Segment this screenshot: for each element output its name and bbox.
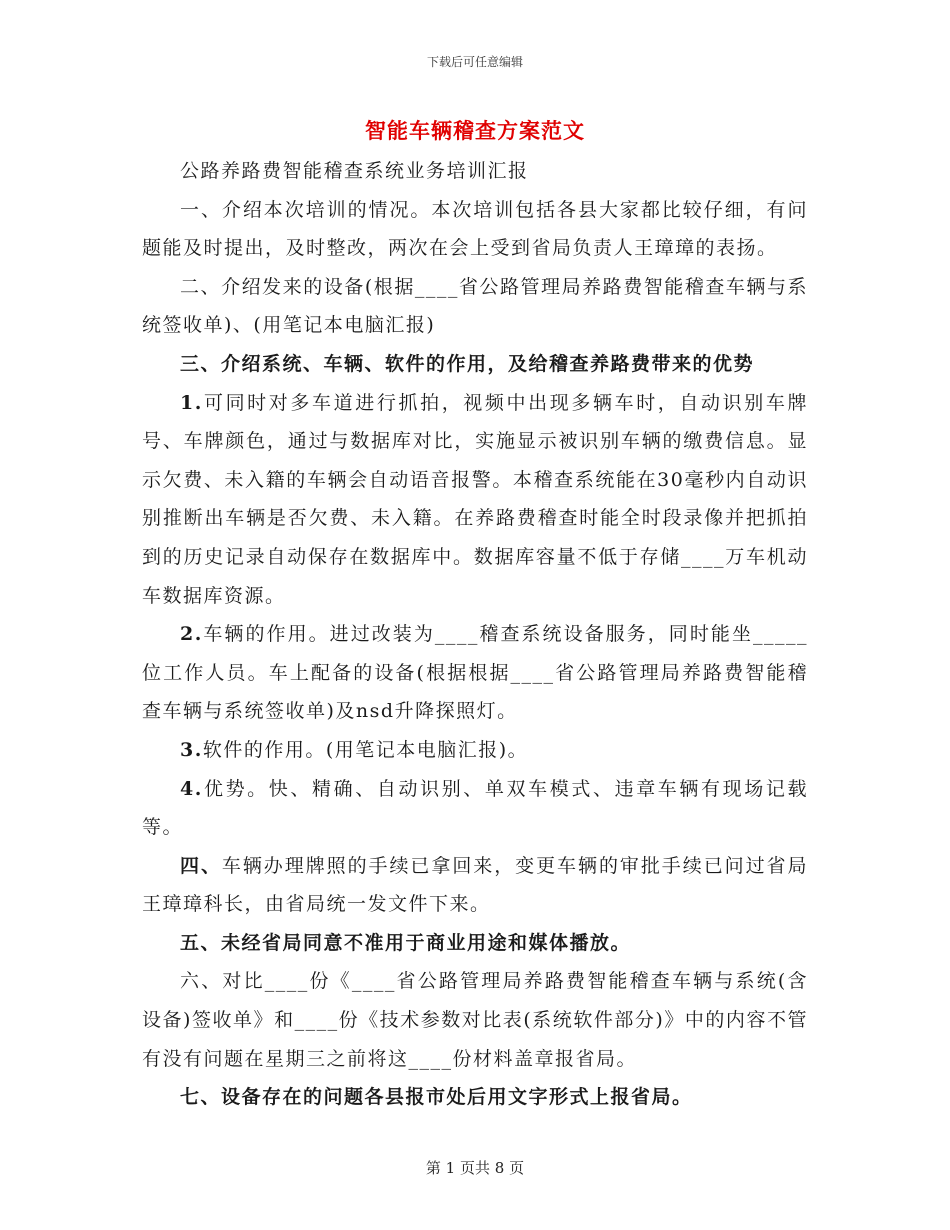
item-number: 3. (180, 738, 203, 761)
page-footer: 第 1 页共 8 页 (425, 1159, 525, 1177)
document-title: 智能车辆稽查方案范文 (365, 118, 585, 143)
paragraph-section-4 (142, 847, 808, 924)
item-text: 可同时对多车道进行抓拍，视频中出现多辆车时，自动识别车牌号、车牌颜色，通过与数据库对比，实施显示被识别车辆的缴费信息。显示欠费、未入籍的车辆会自动语音报警。本稽查系统能在30毫秒内自动识别推断出车辆是否欠费、未入籍。在养路费稽查时能全时段录像并把抓拍到的历史记录自动保存在数据库中。数据库容量不低于存储____万车机动车数据库资源。 (142, 391, 808, 607)
item-text: 软件的作用。(用笔记本电脑汇报)。 (202, 738, 529, 761)
item-number: 2. (180, 623, 203, 646)
paragraph-item-1 (142, 384, 808, 616)
paragraph-subtitle: 公路养路费智能稽查系统业务培训汇报 (180, 160, 529, 182)
section-text: 车辆办理牌照的手续已拿回来，变更车辆的审批手续已问过省局王璋璋科长，由省局统一发文件下来。 (142, 854, 808, 916)
page-header-note: 下载后可任意编辑 (426, 55, 523, 69)
paragraph-section-5: 五、未经省局同意不准用于商业用途和媒体播放。 (180, 931, 632, 954)
paragraph-section-2: 二、介绍发来的设备(根据____省公路管理局养路费智能稽查车辆与系统签收单)、(用笔记本电脑汇报) (142, 275, 808, 337)
paragraph-section-3-heading: 三、介绍系统、车辆、软件的作用，及给稽查养路费带来的优势 (180, 352, 755, 375)
section-number: 四、 (180, 854, 222, 877)
paragraph-section-6: 六、对比____份《____省公路管理局养路费智能稽查车辆与系统(含设备)签收单》和____份《技术参数对比表(系统软件部分)》中的内容不管有没有问题在星期三之前将这____份材料盖章报省局。 (142, 970, 808, 1070)
item-number: 4. (180, 777, 203, 800)
item-text: 优势。快、精确、自动识别、单双车模式、违章车辆有现场记载等。 (142, 777, 808, 839)
paragraph-item-2 (142, 615, 808, 731)
item-number: 1. (180, 391, 203, 414)
document-body (142, 152, 808, 1117)
paragraph-item-4 (142, 770, 808, 847)
paragraph-section-7: 七、设备存在的问题各县报市处后用文字形式上报省局。 (180, 1086, 693, 1109)
paragraph-item-3 (142, 731, 808, 770)
item-text: 车辆的作用。进过改装为____稽查系统设备服务，同时能坐_____位工作人员。车上配备的设备(根据根据____省公路管理局养路费智能稽查车辆与系统签收单)及nsd升降探照灯。 (142, 623, 808, 723)
paragraph-section-1: 一、介绍本次培训的情况。本次培训包括各县大家都比较仔细，有问题能及时提出，及时整改，两次在会上受到省局负责人王璋璋的表扬。 (142, 198, 808, 260)
